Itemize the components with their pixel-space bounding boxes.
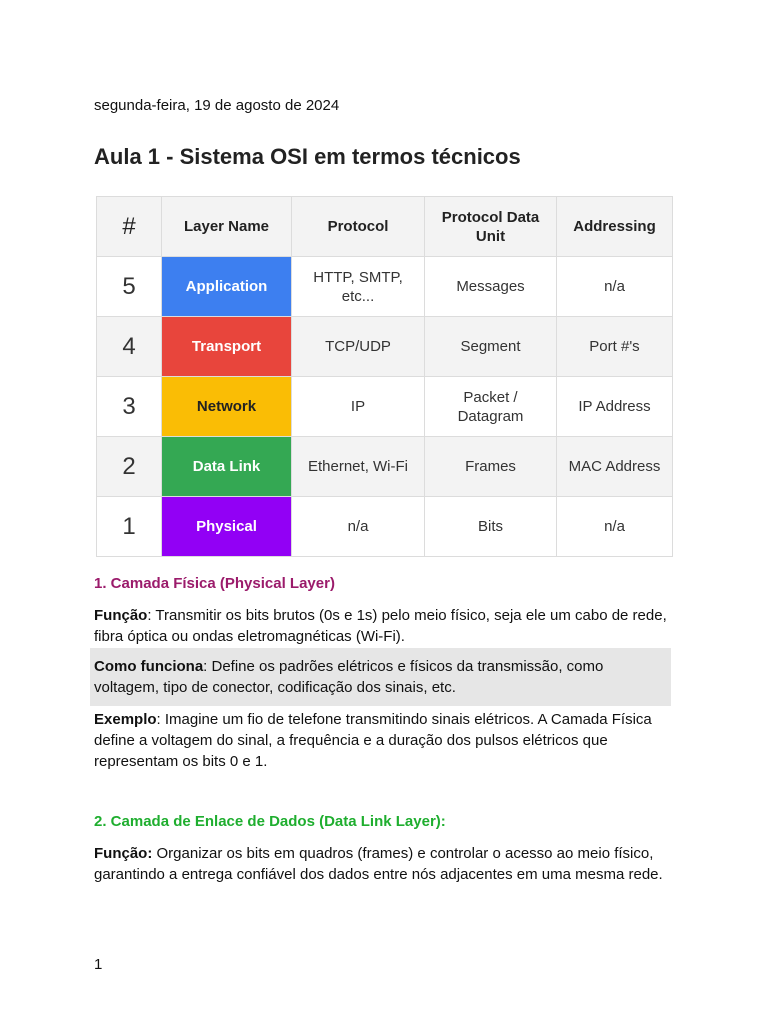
layer-addressing: n/a	[557, 257, 673, 317]
layer-protocol: TCP/UDP	[292, 317, 425, 377]
layer-name: Application	[162, 257, 292, 317]
layer-protocol: Ethernet, Wi-Fi	[292, 437, 425, 497]
text-funcao: Organizar os bits em quadros (frames) e controlar o acesso ao meio físico, garantindo a entrega confiável dos dados entre nós adjacentes em uma mesma rede.	[94, 845, 663, 883]
layer-name: Data Link	[162, 437, 292, 497]
layer-name: Physical	[162, 497, 292, 557]
section-heading-physical: 1. Camada Física (Physical Layer)	[94, 575, 335, 592]
paragraph-como-funciona-highlighted	[90, 648, 671, 706]
layer-number: 3	[97, 377, 162, 437]
layer-number: 2	[97, 437, 162, 497]
osi-table	[96, 196, 673, 557]
paragraph-exemplo	[94, 709, 679, 772]
layer-addressing: IP Address	[557, 377, 673, 437]
layer-number: 5	[97, 257, 162, 317]
section-heading-data-link: 2. Camada de Enlace de Dados (Data Link Layer):	[94, 813, 446, 830]
layer-addressing: Port #'s	[557, 317, 673, 377]
table-row	[97, 497, 673, 557]
text-como-funciona: : Define os padrões elétricos e físicos da transmissão, como voltagem, tipo de conector, codificação dos sinais, etc.	[94, 658, 604, 696]
layer-protocol: IP	[292, 377, 425, 437]
layer-addressing: n/a	[557, 497, 673, 557]
label-funcao: Função:	[94, 845, 153, 862]
layer-pdu: Bits	[425, 497, 557, 557]
layer-name: Transport	[162, 317, 292, 377]
layer-pdu: Packet / Datagram	[425, 377, 557, 437]
paragraph-funcao-physical	[94, 605, 679, 647]
text-funcao: : Transmitir os bits brutos (0s e 1s) pelo meio físico, seja ele um cabo de rede, fibra óptica ou ondas eletromagnéticas (Wi-Fi).	[94, 607, 667, 645]
header-addressing: Addressing	[557, 197, 673, 257]
text-exemplo: : Imagine um fio de telefone transmitindo sinais elétricos. A Camada Física define a voltagem do sinal, a frequência e a duração dos pulsos elétricos que representam os bits 0 e 1.	[94, 711, 652, 770]
header-number: #	[97, 197, 162, 257]
header-protocol: Protocol	[292, 197, 425, 257]
table-row	[97, 437, 673, 497]
layer-protocol: HTTP, SMTP, etc...	[292, 257, 425, 317]
layer-number: 1	[97, 497, 162, 557]
table-row	[97, 317, 673, 377]
layer-number: 4	[97, 317, 162, 377]
page-title: Aula 1 - Sistema OSI em termos técnicos	[94, 144, 521, 169]
table-header-row	[97, 197, 673, 257]
layer-name: Network	[162, 377, 292, 437]
document-date: segunda-feira, 19 de agosto de 2024	[94, 97, 340, 114]
layer-protocol: n/a	[292, 497, 425, 557]
layer-addressing: MAC Address	[557, 437, 673, 497]
paragraph-funcao-data-link	[94, 843, 679, 885]
layer-pdu: Frames	[425, 437, 557, 497]
label-como-funciona: Como funciona	[94, 658, 204, 675]
table-row	[97, 377, 673, 437]
header-pdu: Protocol Data Unit	[425, 197, 557, 257]
page-number: 1	[94, 956, 103, 973]
table-row	[97, 257, 673, 317]
header-layer-name: Layer Name	[162, 197, 292, 257]
label-funcao: Função	[94, 607, 148, 624]
label-exemplo: Exemplo	[94, 711, 157, 728]
layer-pdu: Segment	[425, 317, 557, 377]
layer-pdu: Messages	[425, 257, 557, 317]
